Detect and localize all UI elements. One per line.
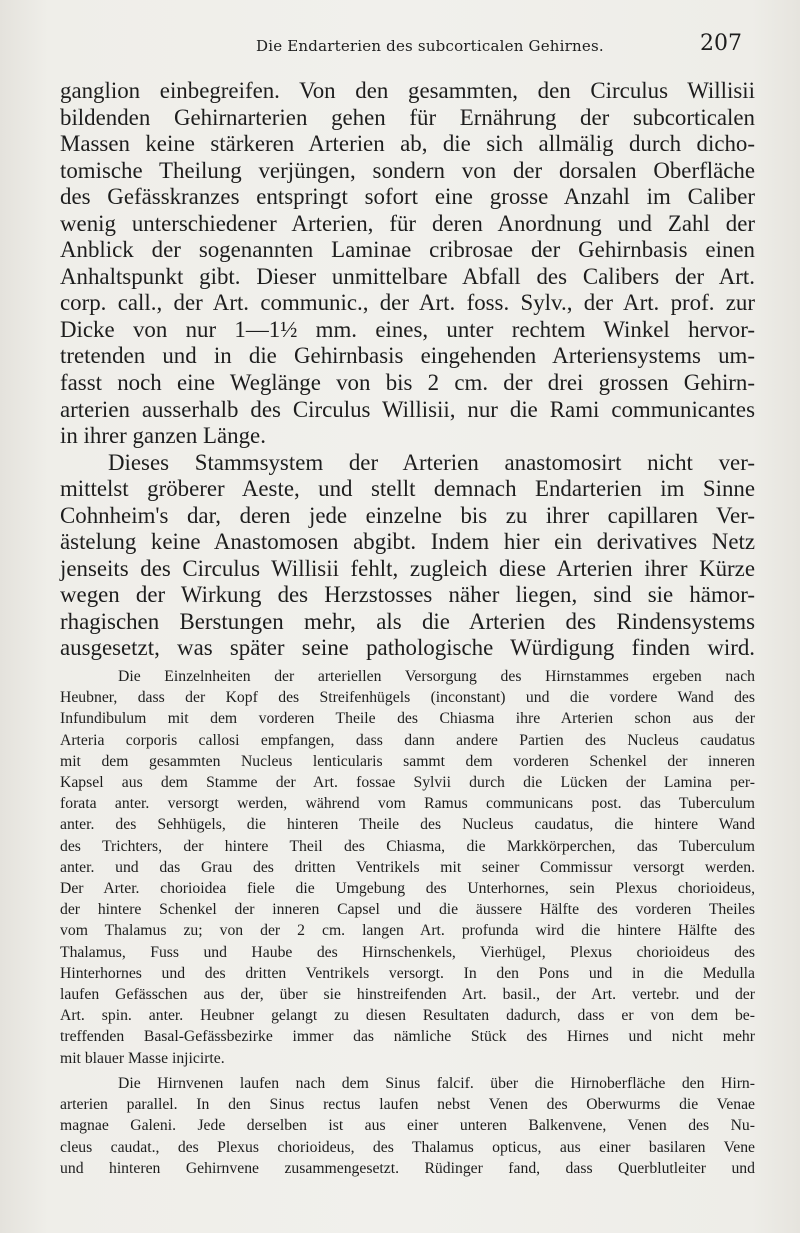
text-line: arterien ausserhalb des Circulus Willisii, nur die Rami communicantes [60,396,755,422]
text-line: tretenden und in die Gehirnbasis eingehenden Arteriensystems um- [60,343,755,369]
note-line: Kapsel aus dem Stamme der Art. fossae Sylvii durch die Lücken der Lamina per- [60,774,755,792]
note-line: Der Arter. chorioidea fiele die Umgebung des Unterhornes, sein Plexus chorioideus, [60,880,755,898]
text-line: bildenden Gehirnarterien gehen für Ernährung der subcorticalen [60,104,755,130]
note-line: forata anter. versorgt werden, während vom Ramus communicans post. das Tuberculum [60,795,755,813]
text-line: corp. call., der Art. communic., der Art. foss. Sylv., der Art. prof. zur [60,290,755,316]
note-line: der hintere Schenkel der inneren Capsel und die äussere Hälfte des vorderen Theiles [60,901,755,919]
note-line: Arteria corporis callosi empfangen, dass dann andere Partien des Nucleus caudatus [60,731,755,749]
text-line: fasst noch eine Weglänge von bis 2 cm. der drei grossen Gehirn- [60,370,755,396]
note-line: vom Thalamus zu; von der 2 cm. langen Art. profunda wird die hintere Hälfte des [60,922,755,940]
text-line: mittelst gröberer Aeste, und stellt demnach Endarterien im Sinne [60,476,755,502]
text-line: rhagischen Berstungen mehr, als die Arterien des Rindensystems [60,608,755,634]
paragraph-1 [60,78,755,450]
text-line: jenseits des Circulus Willisii fehlt, zugleich diese Arterien ihrer Kürze [60,555,755,581]
text-line: des Gefässkranzes entspringt sofort eine grosse Anzahl im Caliber [60,184,755,210]
note-line: mit blauer Masse injicirte. [60,1049,225,1067]
note-line: Die Hirnvenen laufen nach dem Sinus falcif. über die Hirnoberfläche den Hirn- [118,1074,755,1092]
page-number: 207 [700,31,742,56]
footnote-arterial-supply [60,666,755,1069]
note-line: und hinteren Gehirnvene zusammengesetzt. Rüdinger fand, dass Querblutleiter und [60,1159,755,1177]
text-line: Massen keine stärkeren Arterien ab, die sich allmälig durch dicho- [60,131,755,157]
paragraph-2 [60,450,755,662]
note-line: anter. und das Grau des dritten Ventrikels mit seiner Commissur versorgt werden. [60,858,755,876]
note-line: magnae Galeni. Jede derselben ist aus einer unteren Balkenvene, Venen des Nu- [60,1117,755,1135]
text-line: ästelung keine Anastomosen abgibt. Indem hier ein derivatives Netz [60,529,755,555]
text-line: Dicke von nur 1—1½ mm. eines, unter rechtem Winkel hervor- [60,316,755,342]
note-line: cleus caudat., des Plexus chorioideus, des Thalamus opticus, aus einer basilaren Vene [60,1138,755,1156]
note-line: Die Einzelnheiten der arteriellen Versorgung des Hirnstammes ergeben nach [118,668,755,686]
text-line: Dieses Stammsystem der Arterien anastomosirt nicht ver- [108,449,755,475]
footnote-cerebral-veins [60,1073,755,1179]
footnotes [60,666,755,1179]
page-header [60,33,742,59]
note-line: mit dem gesammten Nucleus lenticularis sammt dem vorderen Schenkel der inneren [60,752,755,770]
note-line: Heubner, dass der Kopf des Streifenhügels (inconstant) und die vordere Wand des [60,689,755,707]
text-line: in ihrer ganzen Länge. [60,423,266,449]
running-title: Die Endarterien des subcorticalen Gehirnes. [256,37,604,55]
text-line: Anhaltspunkt gibt. Dieser unmittelbare Abfall des Calibers der Art. [60,263,755,289]
note-line: Art. spin. anter. Heubner gelangt zu diesen Resultaten dadurch, dass er von dem be- [60,1007,755,1025]
note-line: treffenden Basal-Gefässbezirke immer das nämliche Stück des Hirnes und nicht mehr [60,1028,755,1046]
text-line: wegen der Wirkung des Herzstosses näher liegen, sind sie hämor- [60,582,755,608]
note-line: Hinterhornes und des dritten Ventrikels versorgt. In den Pons und in die Medulla [60,964,755,982]
note-line: arterien parallel. In den Sinus rectus laufen nebst Venen des Oberwurms die Venae [60,1096,755,1114]
main-text [60,78,755,662]
note-line: des Trichters, der hintere Theil des Chiasma, die Markkörperchen, das Tuberculum [60,837,755,855]
text-line: Anblick der sogenannten Laminae cribrosae der Gehirnbasis einen [60,237,755,263]
text-line: ausgesetzt, was später seine pathologische Würdigung finden wird. [60,635,755,661]
text-line: tomische Theilung verjüngen, sondern von der dorsalen Oberfläche [60,157,755,183]
text-line: Cohnheim's dar, deren jede einzelne bis zu ihrer capillaren Ver- [60,502,755,528]
note-line: anter. des Sehhügels, die hinteren Theile des Nucleus caudatus, die hintere Wand [60,816,755,834]
text-line: ganglion einbegreifen. Von den gesammten, den Circulus Willisii [60,78,755,103]
page-body [60,78,755,1179]
note-line: Infundibulum mit dem vorderen Theile des Chiasma ihre Arterien schon aus der [60,710,755,728]
note-line: laufen Gefässchen aus der, über sie hinstreifenden Art. basil., der Art. vertebr. und der [60,986,755,1004]
note-line: Thalamus, Fuss und Haube des Hirnschenkels, Vierhügel, Plexus chorioideus des [60,943,755,961]
text-line: wenig unterschiedener Arterien, für deren Anordnung und Zahl der [60,210,755,236]
